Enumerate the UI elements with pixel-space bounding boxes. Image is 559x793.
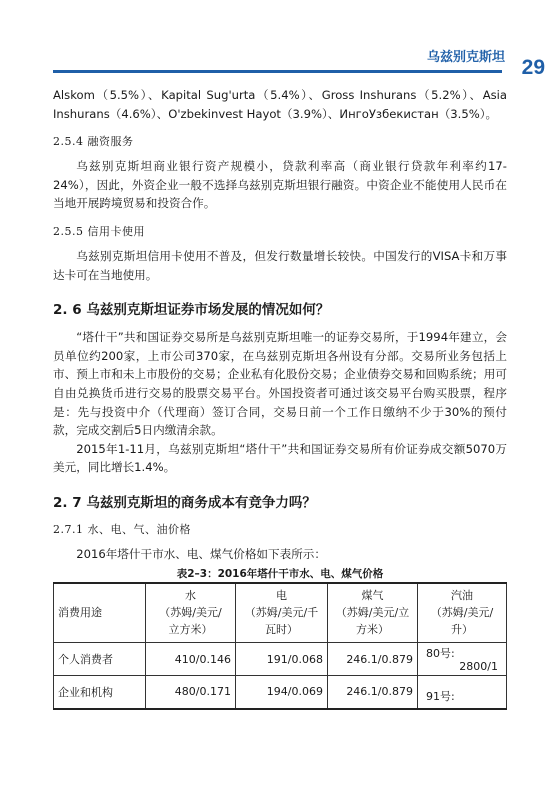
cell-petrol: 80号: 2800/1 <box>418 643 507 676</box>
cell-gas: 246.1/0.879 <box>328 643 418 676</box>
section-2-7-1-heading: 2.7.1 水、电、气、油价格 <box>53 522 191 536</box>
table-title: 表2–3：2016年塔什干市水、电、煤气价格 <box>176 567 384 580</box>
cell-water: 480/0.171 <box>146 676 236 709</box>
header-cell-water: 水 （苏姆/美元/ 立方米） <box>146 583 236 643</box>
header-cell-use: 消费用途 <box>54 583 146 643</box>
cell-use: 企业和机构 <box>54 676 146 709</box>
table-intro: 2016年塔什干市水、电、煤气价格如下表所示： <box>76 546 326 561</box>
table-header-row <box>54 583 507 643</box>
header-cell-gas: 煤气 （苏姆/美元/立 方米） <box>328 583 418 643</box>
section-2-6-paragraph-2: 2015年1-11月，乌兹别克斯坦“塔什干”共和国证券交易所有价证券成交额5070万美元，同比增长1.4%。 <box>53 441 507 475</box>
section-2-5-5-text: 乌兹别克斯坦信用卡使用不普及，但发行数量增长较快。中国发行的VISA卡和万事达卡可在当地使用。 <box>53 248 507 282</box>
section-2-6-paragraph-1: “塔什干”共和国证券交易所是乌兹别克斯坦唯一的证券交易所，于1994年建立，会员单位约200家，上市公司370家，在乌兹别克斯坦各州设有分部。交易所业务包括上市、预上市和未上市股份的交易；企业私有化股份交易；企业债券交易和回购系统；用可自由兑换货币进行交易的股票交易平台。外国投资者可通过该交易平台购买股票，程序是：先与投资中介（代理商）签订合同，交易日前一个工作日缴纳不少于30%的预付款，完成交割后5日内缴清余款。 <box>53 330 507 438</box>
cell-gas: 246.1/0.879 <box>328 676 418 709</box>
table-row <box>54 643 507 676</box>
table-row <box>54 676 507 709</box>
section-2-6-heading: 2. 6 乌兹别克斯坦证券市场发展的情况如何？ <box>53 302 330 319</box>
header-title: 乌兹别克斯坦 <box>426 50 505 65</box>
header-rule <box>53 70 502 73</box>
section-2-5-4-heading: 2.5.4 融资服务 <box>53 135 134 149</box>
page-content <box>53 86 507 710</box>
cell-water: 410/0.146 <box>146 643 236 676</box>
cell-electricity: 191/0.068 <box>236 643 328 676</box>
page-number: 29 <box>521 56 545 79</box>
cell-use: 个人消费者 <box>54 643 146 676</box>
section-2-7-heading: 2. 7 乌兹别克斯坦的商务成本有竞争力吗？ <box>53 494 316 511</box>
header-cell-petrol: 汽油 （苏姆/美元/ 升） <box>418 583 507 643</box>
section-2-5-5-heading: 2.5.5 信用卡使用 <box>53 224 145 238</box>
header-cell-electricity: 电 （苏姆/美元/千 瓦时） <box>236 583 328 643</box>
section-2-5-4-text: 乌兹别克斯坦商业银行资产规模小，贷款利率高（商业银行贷款年利率约17-24%），因此，外资企业一般不选择乌兹别克斯坦银行融资。中资企业不能使用人民币在当地开展跨境贸易和投资合作。 <box>53 159 507 211</box>
insurance-company-list: Alskom（5.5%）、Kapital Sug'urta（5.4%）、Gross Inshurans（5.2%）、Asia Inshurans（4.6%）、O'zbekinvest Hayot（3.9%）、ИнгоУзбекистан（3.5%）。 <box>53 88 507 121</box>
cell-petrol: 91号: <box>418 676 507 709</box>
cell-electricity: 194/0.069 <box>236 676 328 709</box>
price-table <box>53 582 507 710</box>
